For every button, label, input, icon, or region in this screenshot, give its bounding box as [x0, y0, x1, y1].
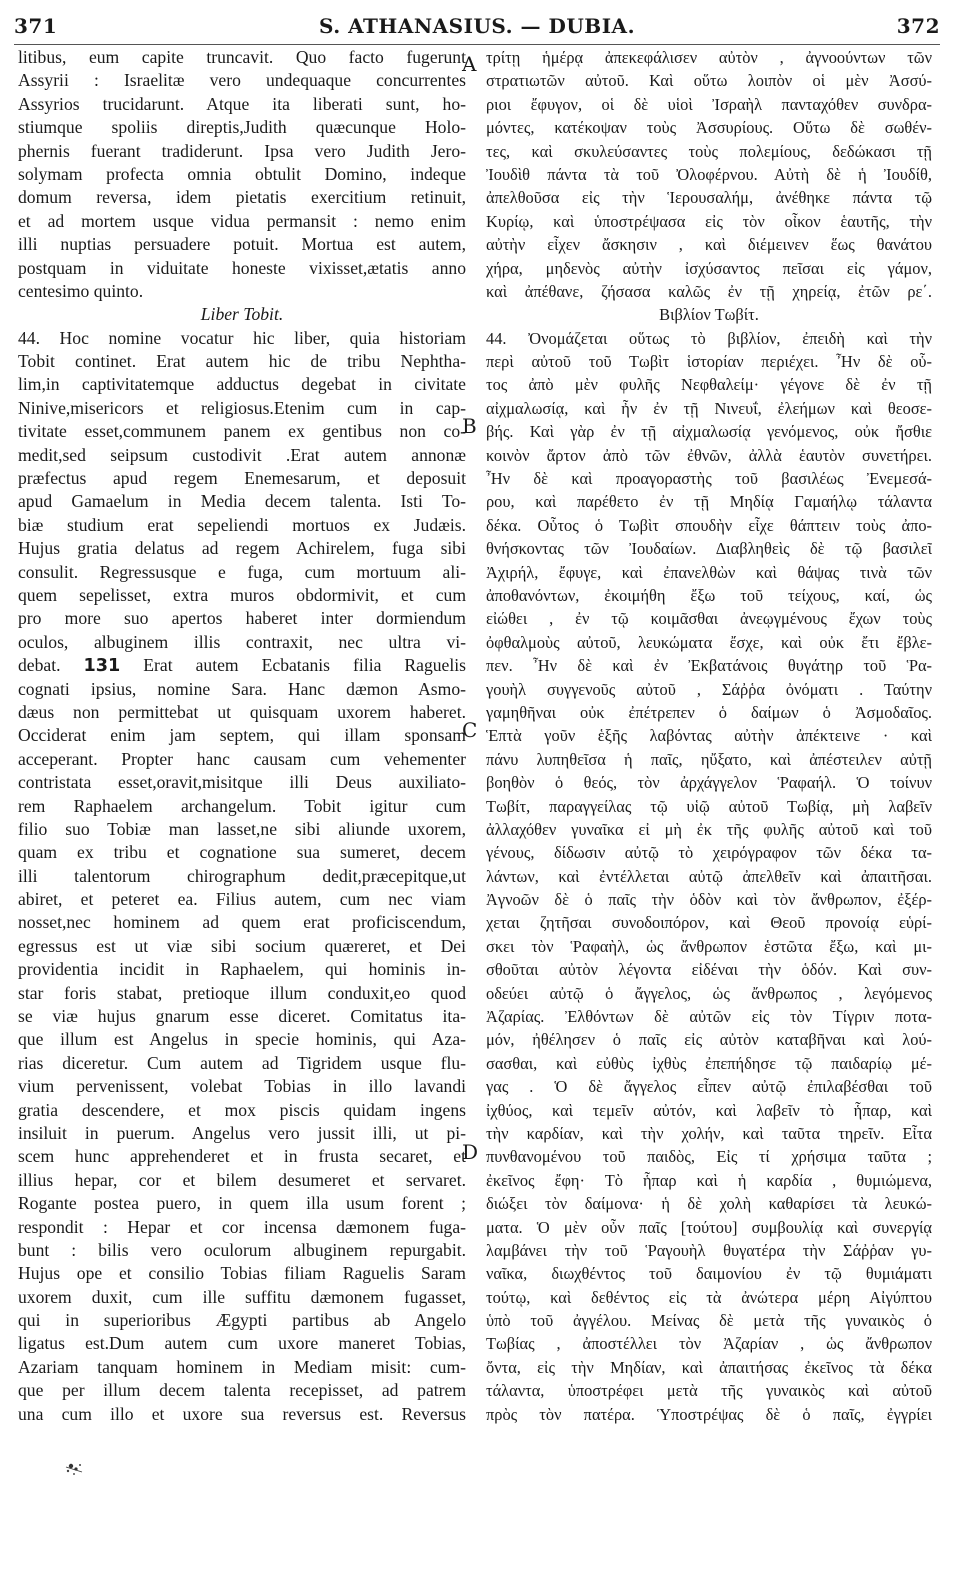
greek-text-line: βής. Καὶ γὰρ ἐν τῇ αἰχμαλωσίᾳ γενόμενος, οὐκ ἤσθιε: [486, 422, 932, 442]
latin-text-line: illi nuptias persuadere potuit. Mortua est autem,: [18, 234, 466, 255]
latin-text-line: stiumque spoliis direptis,Judith quæcunque Holo-: [18, 117, 466, 138]
latin-text-line: Hujus ope et consilio Tobias filiam Raguelis Saram: [18, 1263, 466, 1284]
latin-text-line: Assyrii : Israelitæ vero undequaque concurrentes: [18, 70, 466, 91]
latin-text-line: et ad mortem usque vidua permansit : nemo enim: [18, 210, 466, 231]
latin-column: [18, 46, 466, 1426]
latin-text-line: quem sepelisset, extra muros obdormivit, et cum: [18, 584, 466, 605]
latin-text-line: rias diceretur. Cum autem ad Tigridem usque flu-: [18, 1052, 466, 1073]
greek-text-line: Ἦν δὲ καὶ προαγοραστὴς τοῦ βασιλέως Ἐνεμεσά-: [486, 469, 932, 489]
greek-text-line: κοινὸν ἄρτον ἀπὸ τῶν ἐθνῶν, ἀλλὰ ἑαυτὸν συνετήρει.: [486, 445, 932, 465]
latin-text-line: phernis fuerant tradiderunt. Ipsa vero Judith Jero-: [18, 140, 466, 161]
latin-text-line: 44. Hoc nomine vocatur hic liber, quia historiam: [18, 327, 466, 348]
greek-text-line: σκει τὸν Ῥαφαὴλ, ὡς ἄνθρωπον ἑστῶτα ἔξω, καὶ μι-: [486, 936, 932, 956]
greek-text-line: βοηθὸν ὁ θεός, τὸν ἀρχάγγελον Ῥαφαήλ. Ὁ τοίνυν: [486, 773, 932, 793]
latin-block-tobit-cont: [18, 678, 466, 1427]
latin-text-line: Rogante postea puero, in quem illa usum forent ;: [18, 1193, 466, 1214]
greek-text-line: πρὸς τὸν πατέρα. Ὑποστρέψας δὲ ὁ παῖς, ἐγγρίει: [486, 1404, 932, 1424]
latin-text-line: que illum est Angelus in specie hominis, qui Aza-: [18, 1029, 466, 1050]
greek-text-line: τάλαντα, ὑποστρέφει μετὰ τῆς γυναικὸς καὶ αὐτοῦ: [486, 1381, 932, 1401]
greek-text-line: Τωβίας , ἀποστέλλει τὸν Ἀζαρίαν , ὡς ἄνθρωπον: [486, 1334, 932, 1354]
latin-text-line: ligatus est.Dum autem cum uxore maneret Tobias,: [18, 1333, 466, 1354]
greek-text-line: αὐτὴν εἶχεν ἄσκησιν , καὶ διέμεινεν ἕως θανάτου: [486, 235, 932, 255]
latin-text-line: lim,in captivitatemque adductus degebat in civitate: [18, 374, 466, 395]
greek-text-line: στρατιωτῶν αὐτοῦ. Καὶ οὕτω λοιπὸν οἱ μὲν Ἀσσύ-: [486, 71, 932, 91]
latin-text-line: que per illum decem talenta recepisset, ad patrem: [18, 1380, 466, 1401]
greek-text-line: Ἀζαρίας. Ἐλθόντων δὲ αὐτῶν εἰς τὸν Τίγριν ποτα-: [486, 1007, 932, 1027]
latin-text-line: cognati ipsius, nomine Sara. Hanc dæmon Asmo-: [18, 678, 466, 699]
latin-text-line: dæus non permittebat ut quisquam uxorem haberet.: [18, 701, 466, 722]
latin-text-line: una cum illo et uxore sua reversus est. Reversus: [18, 1403, 466, 1424]
latin-text-line: uxorem duxit, cum ille suffitu dæmonem fugasset,: [18, 1286, 466, 1307]
latin-text-line: solymam profecta omnia obtulit Domino, indeque: [18, 163, 466, 184]
greek-text-line: οδεύει αὐτῷ ὁ ἄγγελος, ὡς ἄνθρωπος , λεγόμενος: [486, 983, 932, 1003]
greek-text-line: ἀπελθοῦσα εἰς τὴν Ἱερουσαλήμ, ἀνέθηκε πάντα τῷ: [486, 188, 932, 208]
left-page-number: 371: [14, 14, 58, 38]
greek-text-line: περὶ αὐτοῦ τοῦ Τωβὶτ ἱστορίαν περιέχει. Ἦν δὲ οὗ-: [486, 352, 932, 372]
latin-text-line: respondit : Hepar et cor incensa dæmonem fuga-: [18, 1216, 466, 1237]
latin-text-line: insiluit in puerum. Angelus vero jussit illi, ut pi-: [18, 1122, 466, 1143]
greek-text-line: χεται ζητῆσαι συνοδοιπόρον, καὶ Θεοῦ προνοίᾳ εὑρί-: [486, 913, 932, 933]
latin-text-line: star foris stabat, pretioque illum conduxit,eo quod: [18, 982, 466, 1003]
greek-text-line: μόντες, κατέκοψαν τοὺς Ἀσσυρίους. Οὕτω δὲ σωθέν-: [486, 118, 932, 138]
greek-text-line: γας . Ὁ δὲ ἄγγελος εἶπεν αὐτῷ ἐπιλαβέσθαι τοῦ: [486, 1077, 932, 1097]
greek-text-line: Ἑπτὰ γοῦν ἑξῆς λαβόντας αὐτὴν ἀπέκτεινε · καὶ: [486, 726, 932, 746]
latin-text-line: Azariam tanquam hominem in Mediam misit: cum-: [18, 1356, 466, 1377]
latin-text-line: scem hunc apprehenderet et in frusta secaret, et: [18, 1146, 466, 1167]
latin-text-line: oculos, albuginem illis contraxit, nec ultra vi-: [18, 631, 466, 652]
latin-text-line: contristata esset,oravit,misitque illi Deus auxiliato-: [18, 772, 466, 793]
greek-text-line: τὴν καρδίαν, καὶ τὴν χολήν, καὶ ταῦτα τηρεῖν. Εἶτα: [486, 1123, 932, 1143]
greek-text-line: γένους, δίδωσιν αὐτῷ τὸ χειρόγραφον τῶν δέκα τα-: [486, 843, 932, 863]
greek-text-line: Ἀχιρήλ, ἔφυγε, καὶ ἐπανελθὼν καὶ θάψας τινὰ τῶν: [486, 562, 932, 582]
latin-text-line: se viæ hujus gnarum esse diceret. Comitatus ita-: [18, 1006, 466, 1027]
greek-text-line: τρίτῃ ἡμέρᾳ ἀπεκεφάλισεν αὐτὸν , ἀγνοούντων τῶν: [486, 48, 932, 67]
latin-section-heading: Liber Tobit.: [200, 304, 284, 325]
greek-text-line: χήρα, μηδενὸς αὐτὴν ἰσχύσαντος πεῖσαι εἰς γάμον,: [486, 258, 932, 278]
latin-text-line: Ninive,misericors et religiosus.Etenim cum in cap-: [18, 397, 466, 418]
greek-text-line: ὄντα, εἰς τὴν Μηδίαν, καὶ ἀπαιτήσας ἐκεῖνος τὰ δέκα: [486, 1357, 932, 1377]
latin-text-line: illi talentorum chirographum dedit,præcepitque,ut: [18, 865, 466, 886]
latin-line-131-after: Erat autem Ecbatanis filia Raguelis: [143, 655, 466, 676]
greek-text-line: πάνυ λυπηθεῖσα ἡ παῖς, ηὔξατο, καὶ ἀπέστειλεν αὐτῇ: [486, 749, 932, 769]
greek-text-line: αἰχμαλωσίᾳ, καὶ ἦν ἐν τῇ Νινευΐ, ἐλεήμων καὶ θεοσε-: [486, 398, 932, 418]
latin-text-line: egressus est ut viæ sibi socium quæreret, et Dei: [18, 935, 466, 956]
greek-text-line: θνήσκοντας τῶν Ἰουδαίων. Διαβληθεὶς δὲ τῷ βασιλεῖ: [486, 539, 932, 559]
latin-text-line: filio suo Tobiæ man lasset,ne sibi aliunde uxorem,: [18, 818, 466, 839]
latin-text-line: providentia incidit in Raphaelem, qui hominis in-: [18, 959, 466, 980]
margin-letter-d: D: [462, 1140, 479, 1164]
latin-line-131: [18, 654, 466, 677]
greek-text-line: ὑπὸ τοῦ ἀγγέλου. Μείνας δὲ μετὰ τῆς γυναικὸς ὁ: [486, 1311, 932, 1331]
margin-letter-a: A: [462, 52, 477, 76]
latin-text-line: abiret, et peteret ea. Filius autem, cum nec viam: [18, 889, 466, 910]
right-page-number: 372: [896, 14, 940, 38]
latin-text-line: rem Raphaelem archangelum. Tobit igitur cum: [18, 795, 466, 816]
latin-line-131-before: debat.: [18, 655, 61, 676]
greek-text-line: Τωβίτ, παραγγείλας τῷ υἱῷ αὐτοῦ Τωβίᾳ, μὴ λαβεῖν: [486, 796, 932, 816]
greek-text-line: καὶ ἀπέθανε, ζήσασα καλῶς ἐν τῇ χηρείᾳ, ἐτῶν ρε΄.: [486, 281, 932, 301]
greek-text-line: 44. Ὀνομάζεται οὕτως τὸ βιβλίον, ἐπειδὴ καὶ τὴν: [486, 328, 932, 348]
greek-text-line: τες, καὶ σκυλεύσαντες τοὺς πολεμίους, δεδώκασι τῇ: [486, 141, 932, 161]
latin-text-line: qui in superioribus Ægypti partibus ab Angelo: [18, 1310, 466, 1331]
latin-text-line: centesimo quinto.: [18, 280, 144, 301]
greek-text-line: τούτῳ, καὶ δεθέντος εἰς τὰ ἀνώτερα μέρη Αἰγύπτου: [486, 1287, 932, 1307]
latin-text-line: Occiderat enim jam septem, qui illam sponsam: [18, 725, 466, 746]
greek-text-line: εἰώθει , ἐν τῷ κοιμᾶσθαι ἀνεῳγμένους ἔχων τοὺς: [486, 609, 932, 629]
greek-text-line: λάντων, καὶ ἐντέλλεται αὐτῷ ἀπελθεῖν καὶ ἀπαιτῆσαι.: [486, 866, 932, 886]
greek-text-line: Ἀγνοῶν δὲ ὁ παῖς τὴν ὁδὸν καὶ τὸν ἄνθρωπον, ἐξέρ-: [486, 890, 932, 910]
greek-text-line: δέκα. Οὗτος ὁ Τωβὶτ σπουδὴν εἶχε θάπτειν τοὺς ἀπο-: [486, 515, 932, 535]
latin-text-line: consulit. Regressusque e fuga, cum mortuum ali-: [18, 561, 466, 582]
margin-letter-c: C: [462, 718, 478, 742]
latin-text-line: vium pervenissent, volebat Tobias in illo lavandi: [18, 1076, 466, 1097]
latin-text-line: gratia descendere, et mox piscis quidam ingens: [18, 1099, 466, 1120]
greek-text-line: σθοῦται αὐτὸν λέγοντα εἰδέναι τὴν ὁδόν. Καὶ συν-: [486, 960, 932, 980]
latin-block-judith: [18, 46, 466, 303]
latin-text-line: illius hepar, cor et bilem desumeret et servaret.: [18, 1169, 466, 1190]
margin-letter-b: B: [462, 414, 477, 438]
latin-text-line: domum reversa, idem pietatis exercitium retinuit,: [18, 187, 466, 208]
greek-text-line: τος ἀπὸ μὲν φυλῆς Νεφθαλείμ· γέγονε δὲ ἐν τῇ: [486, 375, 932, 395]
column-number-marker: 131: [83, 656, 121, 677]
greek-text-line: ρου, καὶ παρέθετο ἐν τῇ Μηδίᾳ Γαμαήλῳ τάλαντα: [486, 492, 932, 512]
latin-text-line: apud Gamaelum in Media decem talenta. Isti To-: [18, 491, 466, 512]
latin-text-line: Tobit continet. Erat autem hic de tribu Nephtha-: [18, 351, 466, 372]
greek-text-line: σασθαι, καὶ εὐθὺς ἰχθὺς ἐπεπήδησε τῷ παιδαρίῳ μέ-: [486, 1053, 932, 1073]
greek-text-line: γαμηθῆναι οὐκ ἐπέτρεπεν ὁ δαίμων ὁ Ἀσμοδαῖος.: [486, 702, 932, 722]
greek-text-line: Κυρίῳ, καὶ ὑποστρέψασα εἰς τὸν οἶκον ἑαυτῆς, τὴν: [486, 211, 932, 231]
latin-text-line: Assyrios trucidarunt. Atque ita liberati sunt, ho-: [18, 93, 466, 114]
greek-text-line: Ἰουδὶθ πάντα τὰ τοῦ Ὀλοφέρνου. Αὐτὴ δὲ ἡ Ἰουδίθ,: [486, 164, 932, 184]
greek-text-line: γουὴλ συγγενοῦς αὐτοῦ , Σάῤῥα ὀνόματι . Ταύτην: [486, 679, 932, 699]
greek-column: [486, 46, 932, 1426]
latin-text-line: præfectus apud regem Enemesarum, et deposuit: [18, 468, 466, 489]
running-header: [14, 10, 940, 45]
greek-text-line: ὀφθαλμοὺς αὐτοῦ, λευκώματα ἔσχε, καὶ οὐκ ἔτι ἔβλε-: [486, 632, 932, 652]
greek-text-line: ἐκεῖνος ἔφη· Τὸ ἧπαρ καὶ ἡ καρδία , θυμιώμενα,: [486, 1170, 932, 1190]
latin-text-line: medit,sed seipsum custodivit .Erat autem annonæ: [18, 444, 466, 465]
ink-speck-icon: [62, 1458, 88, 1480]
greek-text-line: ἀποθανόντων, ἐκοιμήθη ἔξω τοῦ τείχους, καί, ὡς: [486, 585, 932, 605]
greek-block-judith: [486, 46, 932, 303]
greek-block-tobit: [486, 327, 932, 1426]
greek-text-line: ματα. Ὁ μὲν οὖν παῖς [τούτου] συμβουλίᾳ καὶ συνεργίᾳ: [486, 1217, 932, 1237]
latin-block-tobit: [18, 327, 466, 654]
latin-text-line: acceperant. Propter hanc causam cum vehementer: [18, 748, 466, 769]
greek-text-line: ναῖκα, διωχθέντος τοῦ δαιμονίου ἐν τῷ θυμιάματι: [486, 1264, 932, 1284]
greek-text-line: διώξει τὸν δαίμονα· ἡ δὲ χολὴ καθαρίσει τὰ λευκώ-: [486, 1194, 932, 1214]
latin-text-line: litibus, eum capite truncavit. Quo facto fugerunt: [18, 47, 466, 67]
latin-text-line: Hujus gratia delatus ad regem Achirelem, fuga sibi: [18, 538, 466, 559]
greek-section-heading: Βιβλίον Τωβίτ.: [659, 305, 759, 325]
greek-text-line: πυνθανομένου τοῦ παιδὸς, Εἰς τί χρήσιμα ταῦτα ;: [486, 1147, 932, 1167]
greek-text-line: ριοι ἔφυγον, οἱ δὲ υἱοὶ Ἰσραὴλ πανταχόθεν συνδρα-: [486, 94, 932, 114]
latin-text-line: tivitate esset,communem panem ex gentibus non co-: [18, 421, 466, 442]
latin-text-line: postquam in viduitate honeste vixisset,ætatis anno: [18, 257, 466, 278]
latin-text-line: pro more suo apertos haberet inter dormiendum: [18, 608, 466, 629]
latin-text-line: quam ex tribu et cognatione sua sumeret, decem: [18, 842, 466, 863]
latin-text-line: biæ studium erat sepeliendi mortuos ex Judæis.: [18, 514, 466, 535]
greek-text-line: λαμβάνει τὴν τοῦ Ῥαγουὴλ θυγατέρα τὴν Σάῤῥαν γυ-: [486, 1240, 932, 1260]
greek-text-line: μόν, ἠθέλησεν ὁ παῖς εἰς αὐτὸν καταβῆναι καὶ λού-: [486, 1030, 932, 1050]
greek-text-line: πεν. Ἦν δὲ καὶ ἐν Ἐκβατάνοις θυγάτηρ τοῦ Ῥα-: [486, 656, 932, 676]
latin-text-line: bunt : bilis vero oculorum albuginem repurgabit.: [18, 1239, 466, 1260]
latin-text-line: nosset,nec hominem ad quem erat proficiscendum,: [18, 912, 466, 933]
greek-text-line: ἰχθύος, καὶ τεμεῖν αὐτόν, καὶ λαβεῖν τὸ ἧπαρ, καὶ: [486, 1100, 932, 1120]
running-title: S. ATHANASIUS. — DUBIA.: [318, 14, 636, 38]
greek-text-line: ἀλλαχόθεν γυναῖκα εἰ μὴ ἐκ τῆς φυλῆς αὐτοῦ καὶ τοῦ: [486, 819, 932, 839]
